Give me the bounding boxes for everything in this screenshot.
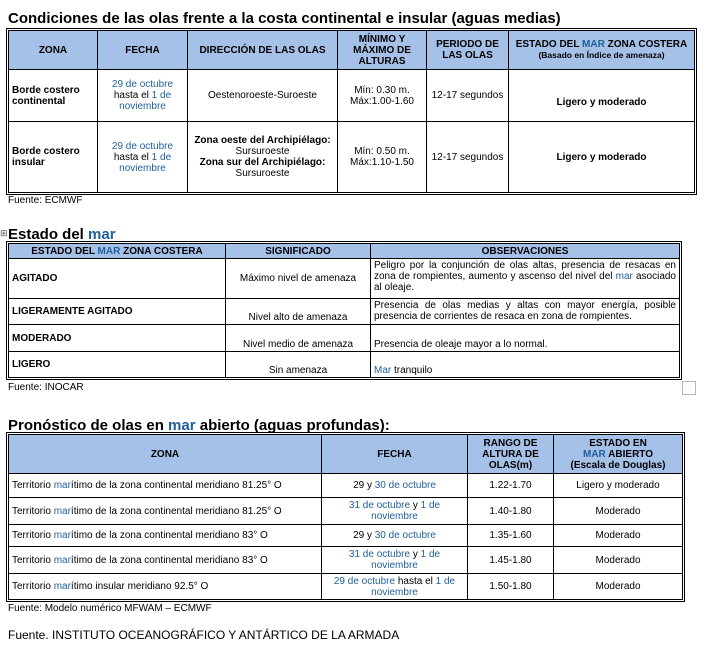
cell-zona: Territorio marítimo de la zona continental meridiano 81.25° O: [9, 474, 322, 498]
cell-estado: Ligero y moderado: [554, 474, 683, 498]
section2-title: Estado del mar: [8, 226, 116, 243]
cell-significado: Nivel alto de amenaza: [226, 299, 371, 325]
table-row: [9, 574, 683, 600]
cell-periodo: 12-17 segundos: [427, 122, 509, 193]
cell-fecha: 31 de octubre y 1 de noviembre: [322, 547, 468, 574]
header-fecha: FECHA: [98, 31, 188, 70]
cell-fecha: 29 y 30 de octubre: [322, 525, 468, 547]
cell-direccion: Zona oeste del Archipiélago: Sursuroeste Zona sur del Archipiélago: Sursuroeste: [188, 122, 338, 193]
footer-source: Fuente. INSTITUTO OCEANOGRÁFICO Y ANTÁRTICO DE LA ARMADA: [8, 628, 400, 642]
cell-fecha: 29 de octubre hasta el 1 de noviembre: [98, 70, 188, 122]
header-observaciones: OBSERVACIONES: [371, 244, 680, 259]
header-significado: SIGNIFICADO: [226, 244, 371, 259]
cell-rango: 1.40-1.80: [468, 498, 554, 525]
cell-observaciones: Peligro por la conjunción de olas altas, presencia de resacas en zona de rompientes, aumento y ascenso del nivel del mar asociado al oleaje.: [371, 259, 680, 299]
header-fecha: FECHA: [322, 435, 468, 474]
section1-title: Condiciones de las olas frente a la costa continental e insular (aguas medias): [8, 10, 561, 27]
cell-observaciones: Mar tranquilo: [371, 352, 680, 378]
cell-estado: LIGERO: [9, 352, 226, 378]
table-header-row: [9, 435, 683, 474]
cell-minmax: Mín: 0.30 m. Máx:1.00-1.60: [338, 70, 427, 122]
table-row: [9, 474, 683, 498]
coastal-waves-table: [8, 30, 695, 193]
header-estado: ESTADO EN MAR ABIERTO (Escala de Douglas): [554, 435, 683, 474]
cell-significado: Sin amenaza: [226, 352, 371, 378]
table-row: [9, 259, 680, 299]
cell-rango: 1.50-1.80: [468, 574, 554, 600]
cell-observaciones: Presencia de olas medias y altas con mayor energía, posible presencia de corrientes de resaca en zona de rompientes.: [371, 299, 680, 325]
cell-estado: Moderado: [554, 525, 683, 547]
cell-significado: Máximo nivel de amenaza: [226, 259, 371, 299]
table-move-handle-icon[interactable]: ⊞: [0, 228, 8, 238]
cell-estado: AGITADO: [9, 259, 226, 299]
table-resize-handle-icon[interactable]: [682, 381, 696, 395]
cell-fecha: 29 y 30 de octubre: [322, 474, 468, 498]
cell-rango: 1.22-1.70: [468, 474, 554, 498]
table-header-row: [9, 31, 695, 70]
cell-estado: Ligero y moderado: [509, 70, 695, 122]
header-rango: RANGO DE ALTURA DE OLAS(m): [468, 435, 554, 474]
cell-zona: Borde costero continental: [9, 70, 98, 122]
header-estado: ESTADO DEL MAR ZONA COSTERA: [9, 244, 226, 259]
cell-estado: MODERADO: [9, 325, 226, 352]
table-row: [9, 498, 683, 525]
cell-zona: Borde costero insular: [9, 122, 98, 193]
cell-significado: Nivel medio de amenaza: [226, 325, 371, 352]
table-row: [9, 325, 680, 352]
header-direccion: DIRECCIÓN DE LAS OLAS: [188, 31, 338, 70]
cell-zona: Territorio marítimo insular meridiano 92.5° O: [9, 574, 322, 600]
cell-estado: Ligero y moderado: [509, 122, 695, 193]
sea-state-table: [8, 243, 680, 378]
cell-minmax: Mín: 0.50 m. Máx:1.10-1.50: [338, 122, 427, 193]
table-row: [9, 122, 695, 193]
table-row: [9, 547, 683, 574]
open-sea-forecast-table: [8, 434, 683, 600]
cell-rango: 1.35-1.60: [468, 525, 554, 547]
header-zona: ZONA: [9, 31, 98, 70]
table-row: [9, 525, 683, 547]
section3-source: Fuente: Modelo numérico MFWAM – ECMWF: [8, 603, 212, 614]
cell-fecha: 29 de octubre hasta el 1 de noviembre: [98, 122, 188, 193]
header-zona: ZONA: [9, 435, 322, 474]
table-row: [9, 352, 680, 378]
section2-source: Fuente: INOCAR: [8, 382, 84, 393]
cell-rango: 1.45-1.80: [468, 547, 554, 574]
cell-zona: Territorio marítimo de la zona continental meridiano 83° O: [9, 525, 322, 547]
table-row: [9, 70, 695, 122]
cell-estado: Moderado: [554, 498, 683, 525]
cell-estado: LIGERAMENTE AGITADO: [9, 299, 226, 325]
cell-fecha: 29 de octubre hasta el 1 de noviembre: [322, 574, 468, 600]
cell-direccion: Oestenoroeste-Suroeste: [188, 70, 338, 122]
cell-periodo: 12-17 segundos: [427, 70, 509, 122]
header-periodo: PERIODO DE LAS OLAS: [427, 31, 509, 70]
header-estado: ESTADO DEL MAR ZONA COSTERA (Basado en Índice de amenaza): [509, 31, 695, 70]
table-header-row: [9, 244, 680, 259]
cell-estado: Moderado: [554, 547, 683, 574]
table-row: [9, 299, 680, 325]
cell-zona: Territorio marítimo de la zona continental meridiano 83° O: [9, 547, 322, 574]
header-estado-note: (Basado en Índice de amenaza): [538, 50, 665, 60]
section1-source: Fuente: ECMWF: [8, 195, 83, 206]
section3-title: Pronóstico de olas en mar abierto (aguas profundas):: [8, 417, 390, 434]
cell-zona: Territorio marítimo de la zona continental meridiano 81.25° O: [9, 498, 322, 525]
header-minmax: MÍNIMO Y MÁXIMO DE ALTURAS: [338, 31, 427, 70]
cell-fecha: 31 de octubre y 1 de noviembre: [322, 498, 468, 525]
cell-observaciones: Presencia de oleaje mayor a lo normal.: [371, 325, 680, 352]
cell-estado: Moderado: [554, 574, 683, 600]
